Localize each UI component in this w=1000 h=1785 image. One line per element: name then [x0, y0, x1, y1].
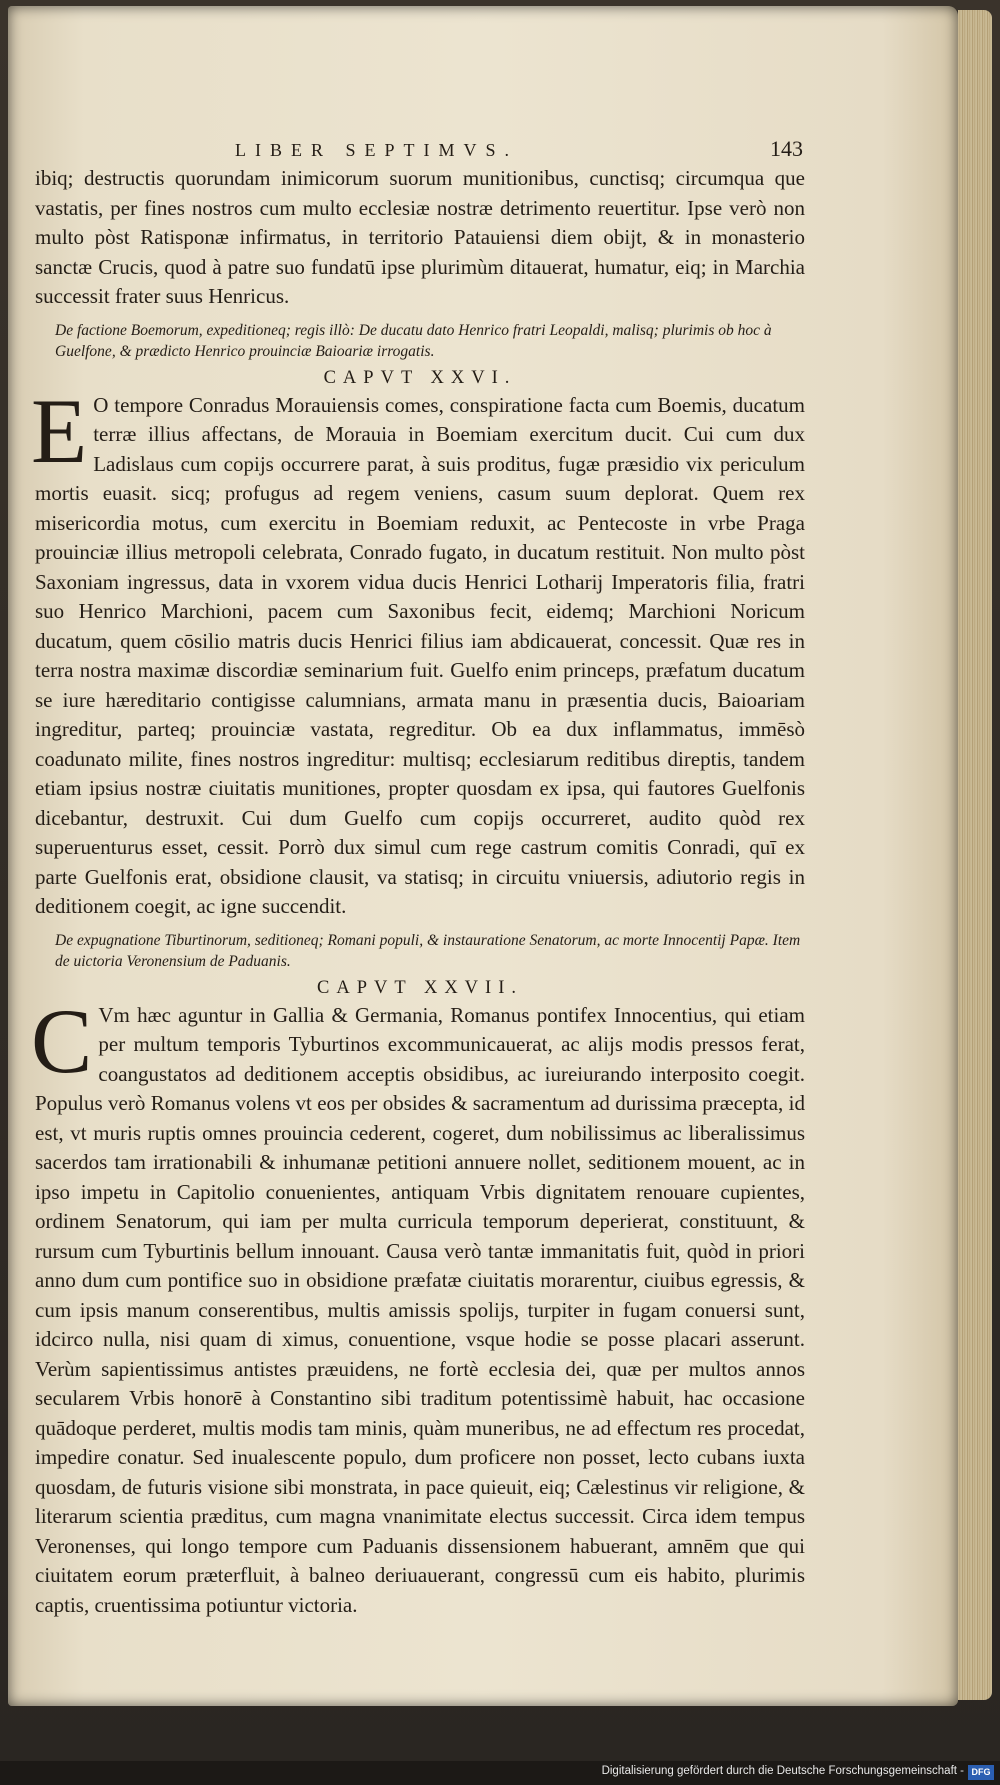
- chapter-27-text: [31, 989, 805, 1621]
- page-text: [31, 136, 805, 1620]
- chapter-27-summary: De expugnatione Tiburtinorum, seditioneq; Romani populi, & instauratione Senatorum, ac morte Innocentij Papæ. Item de uictoria Veronensium de Paduanis.: [55, 931, 801, 970]
- funding-credit: Digitalisierung gefördert durch die Deutsche Forschungsgemeinschaft -: [601, 1765, 964, 1777]
- chapter-26-body: O tempore Conradus Morauiensis comes, conspiratione facta cum Boemis, ducatum terræ illius affectans, de Morauia in Boemiam exercitum ducit. Cui cum dux Ladislaus cum copijs occurrere parat, à suis proditus, fugæ præsidio vix periculum mortis euasit. sicq; profugus ad regem veniens, casum suum deplorat. Quem rex misericordia motus, cum exercitu in Boemiam reduxit, ac Pentecoste in vrbe Praga prouinciæ illius metropoli celebrata, Conrado fugato, in ducatum restituit. Non multo pòst Saxoniam ingressus, data in vxorem vidua ducis Henrici Lotharij Imperatoris filia, fratri suo Henrico Marchioni, pacem cum Saxonibus fecit, eidemq; Marchioni Noricum ducatum, quem cōsilio matris ducis Henrici filius iam abdicauerat, concessit. Quæ res in terra nostra maximæ discordiæ seminarium fuit. Guelfo enim princeps, præfatum ducatum se iure hæreditario contigisse calumnians, armata manu in præsentia ducis, Baioariam ingreditur, parteq; prouinciæ vastata, regreditur. Ob ea dux inflammatus, immēsò coadunato milite, fines nostros ingreditur: multisq; ecclesiarum reditibus direptis, tandem etiam ipsius nostræ ciuitatis munitiones, propter quosdam ex ipsa, qui fautores Guelfonis dicebantur, destruxit. Cui dum Guelfo cum copijs occurreret, audito quòd rex superuenturus esset, cessit. Porrò dux simul cum rege castrum comitis Conradi, quī ex parte Guelfonis erat, obsidione clausit, va statisq; in circuitu vniuersis, adiutorio regis in deditionem coegit, ac igne succendit.: [35, 392, 805, 918]
- intro-paragraph: ibiq; destructis quorundam inimicorum suorum munitionibus, cunctisq; circumqua que vastatis, per fines nostros cum multo ecclesiæ nostræ detrimento reuertitur. Ipse verò non multo pòst Ratisponæ infirmatus, in territorio Patauiensi diem obijt, & in monasterio sanctæ Crucis, quod à patre suo fundatū ipse plurimùm ditauerat, humatur, eiq; in Marchia successit frater suus Henricus.: [35, 166, 805, 308]
- chapter-26-dropcap: E: [31, 379, 88, 482]
- chapter-27-dropcap: C: [31, 989, 93, 1092]
- running-title: LIBER SEPTIMVS.: [235, 140, 519, 160]
- page-edge: [958, 10, 992, 1700]
- chapter-27-body: Vm hæc aguntur in Gallia & Germania, Romanus pontifex Innocentius, qui etiam per multum temporis Tyburtinos excommunicauerat, ac alijs modis pressos ferat, coangustatos ad deditionem acceptis obsidibus, ac iureiurando interposito coegit. Populus verò Romanus volens vt eos per obsides & sacramentum ad durissima præcepta, id est, vt muris ruptis omnes prouincia cederent, cogeret, dum nobilissimus ac liberalissimus sacerdos tam irrationabili & inhumanæ petitioni annuere nollet, seditionem mouent, ac in ipso impetu in Capitolio conuenientes, antiquam Vrbis dignitatem renouare cupientes, ordinem Senatorum, qui iam per multa curricula temporum deperierat, constituunt, & rursum cum Tyburtinis bellum innouant. Causa verò tantæ immanitatis fuit, quòd in priori anno dum cum pontifice suo in obsidione præfatæ ciuitatis morarentur, ciuibus egressis, & cum ipsis manum conserentibus, multis amissis spolijs, turpiter in fugam conuersi sunt, idcirco nulla, nisi quam di ximus, conuentione, vsque hodie se posse placari asserunt. Verùm sapientissimus antistes præuidens, ne fortè ecclesia dei, quæ per multos annos secularem Vrbis honorē à Constantino sibi traditum potentissimè habuit, hac occasione quādoque perderet, multis modis tam minis, quàm muneribus, ne ad effectum res procedat, impedire conatur. Sed inualescente populo, dum proficere non posset, lecto cubans iuxta quosdam, de futuris visione sibi monstrata, in pace quieuit, eiq; Cælestinus vir religione, & literarum scientia præditus, cum magna vnanimitate electus successit. Circa idem tempus Veronenses, qui longo tempore cum Paduanis dissensionem habuerant, amnēm que qui ciuitatem eorum præterfluit, à balneo deriuauerant, congressū cum eis habito, plurimis captis, cruentissima potiuntur victoria.: [35, 1002, 805, 1617]
- dfg-logo-icon: DFG: [968, 1765, 994, 1780]
- chapter-26-summary: De factione Boemorum, expeditioneq; regis illò: De ducatu dato Henrico fratri Leopaldi, malisq; plurimis ob hoc à Guelfone, & prædicto Henrico prouinciæ Baioariæ irrogatis.: [55, 321, 772, 360]
- chapter-27-heading: CAPVT XXVII.: [317, 977, 523, 998]
- chapter-26-text: [31, 379, 805, 922]
- running-head: [35, 136, 805, 164]
- chapter-26-heading: CAPVT XXVI.: [323, 367, 517, 388]
- footer-bar: [0, 1761, 1000, 1785]
- page-number: 143: [770, 136, 803, 161]
